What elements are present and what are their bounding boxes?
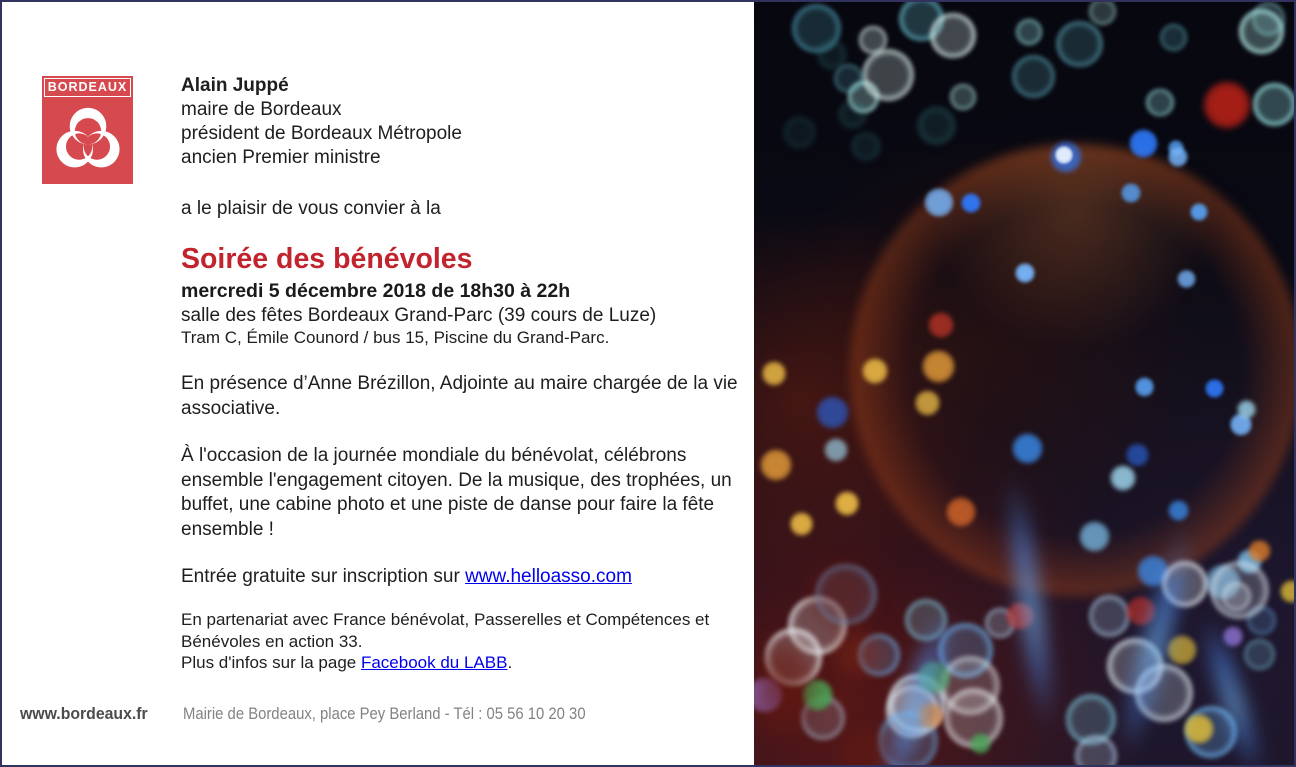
bokeh-light (1253, 83, 1294, 126)
facebook-labb-link[interactable]: Facebook du LABB (360, 653, 508, 672)
bokeh-light (790, 512, 814, 536)
description-paragraph: À l'occasion de la journée mondiale du bénévolat, célébrons ensemble l'engagement citoyen. De la musique, des trophées, un buffet, une cabine photo et une piste de danse pour faire la fête ensemble ! (181, 445, 732, 540)
bokeh-light (1015, 263, 1035, 283)
bokeh-light (950, 84, 976, 110)
registration-prefix: Entrée gratuite sur inscription sur (181, 566, 466, 587)
bokeh-light (1237, 400, 1255, 418)
bokeh-light (816, 396, 849, 429)
bokeh-light (922, 350, 955, 383)
more-info-line (181, 652, 747, 674)
bokeh-lights-layer (754, 2, 1294, 765)
footer (20, 704, 740, 724)
bokeh-light (762, 361, 787, 386)
bokeh-light (1248, 540, 1271, 563)
helloasso-link[interactable]: www.helloasso.com (465, 566, 632, 587)
bokeh-light (808, 561, 876, 629)
sender-name: Alain Juppé (181, 75, 289, 96)
partners-paragraph: En partenariat avec France bénévolat, Passerelles et Compétences et Bénévoles en action 33. (181, 610, 710, 651)
bokeh-light (834, 64, 863, 93)
invitation-body (181, 74, 747, 674)
bokeh-light (1012, 55, 1055, 98)
bokeh-light (1190, 203, 1208, 221)
sender-role-1: maire de Bordeaux (181, 99, 342, 120)
bokeh-light (1129, 129, 1158, 158)
bokeh-light (818, 41, 845, 68)
event-transit: Tram C, Émile Counord / bus 15, Piscine du Grand-Parc. (181, 328, 610, 347)
footer-website: www.bordeaux.fr (20, 704, 148, 723)
more-info-suffix: . (507, 653, 513, 672)
bokeh-light (970, 733, 991, 754)
event-venue: salle des fêtes Bordeaux Grand-Parc (39 cours de Luze) (181, 305, 657, 326)
bokeh-light (862, 49, 914, 101)
event-title: Soirée des bénévoles (181, 243, 473, 275)
bokeh-light (1177, 270, 1196, 289)
more-info-prefix: Plus d'infos sur la page (181, 653, 361, 672)
bokeh-light (1168, 147, 1189, 168)
bokeh-light (835, 491, 859, 515)
bokeh-light (1056, 21, 1102, 67)
bokeh-light (1055, 146, 1073, 164)
bordeaux-wordmark: BORDEAUX (44, 78, 131, 97)
sender-role-3: ancien Premier ministre (181, 147, 381, 168)
bokeh-light (1075, 735, 1117, 765)
bokeh-light (824, 438, 848, 462)
bokeh-light (1089, 2, 1116, 25)
bokeh-light (760, 449, 793, 482)
bordeaux-logo (42, 76, 133, 184)
bokeh-light (1012, 433, 1043, 464)
bokeh-light (1244, 639, 1275, 670)
bokeh-lights-photo (754, 2, 1294, 765)
bokeh-light (1223, 626, 1243, 646)
registration-line (181, 565, 747, 589)
sender-block (181, 74, 747, 170)
bokeh-light (1121, 183, 1141, 203)
bordeaux-crescents-icon (51, 102, 125, 178)
bokeh-light (1016, 19, 1042, 45)
event-datetime: mercredi 5 décembre 2018 de 18h30 à 22h (181, 280, 571, 302)
invite-line: a le plaisir de vous convier à la (181, 198, 441, 219)
footer-address: Mairie de Bordeaux, place Pey Berland - Tél : 05 56 10 20 30 (183, 705, 586, 723)
bokeh-light (928, 312, 954, 338)
bokeh-light (930, 13, 975, 58)
bokeh-light (1167, 635, 1197, 665)
bokeh-light (784, 117, 816, 149)
bokeh-light (961, 193, 981, 213)
bokeh-light (754, 637, 806, 689)
bokeh-light (1146, 89, 1174, 117)
bokeh-light (1135, 377, 1155, 397)
bokeh-light (1089, 595, 1130, 636)
bokeh-light (839, 101, 866, 128)
bokeh-light (915, 390, 941, 416)
bokeh-light (1160, 24, 1187, 51)
presence-paragraph: En présence d’Anne Brézillon, Adjointe au maire chargée de la vie associative. (181, 373, 738, 419)
sender-role-2: président de Bordeaux Métropole (181, 123, 462, 144)
bokeh-light (852, 133, 879, 160)
bokeh-light (1203, 81, 1251, 129)
bokeh-light (834, 629, 882, 677)
bokeh-light (1079, 521, 1110, 552)
bokeh-light (859, 26, 887, 54)
bokeh-light (1168, 500, 1189, 521)
bokeh-light (862, 358, 888, 384)
bokeh-light (1205, 379, 1224, 398)
bokeh-light (1280, 580, 1294, 604)
bokeh-light (946, 497, 976, 527)
bokeh-light (918, 107, 955, 144)
light-streak (1001, 472, 1059, 733)
bokeh-light (1210, 561, 1268, 619)
invitation-text-panel (2, 2, 754, 765)
bokeh-light (924, 188, 954, 218)
bokeh-light (1252, 2, 1286, 36)
bokeh-light (1110, 465, 1136, 491)
bokeh-light (1126, 443, 1150, 467)
